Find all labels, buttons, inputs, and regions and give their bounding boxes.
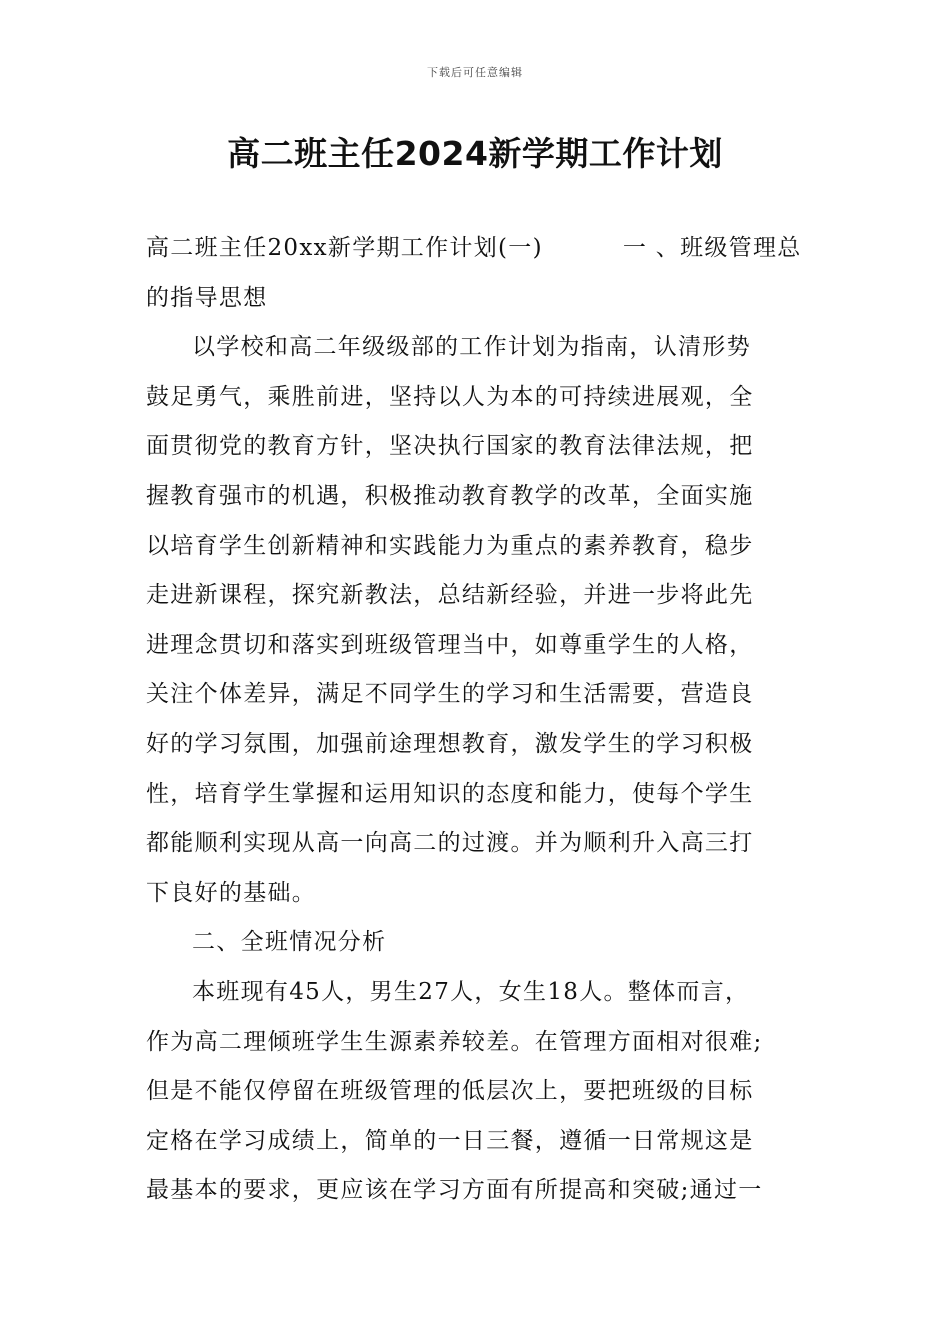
- paragraph-line: 握教育强市的机遇，积极推动教育教学的改革，全面实施: [146, 482, 754, 509]
- paragraph-line: 关注个体差异，满足不同学生的学习和生活需要，营造良: [146, 681, 754, 708]
- paragraph-line: 以学校和高二年级级部的工作计划为指南，认清形势: [192, 334, 751, 361]
- document-body: [146, 224, 806, 1216]
- paragraph-guiding-principle: [146, 323, 806, 918]
- paragraph-line: 最基本的要求，更应该在学习方面有所提高和突破;通过一: [146, 1177, 763, 1204]
- paragraph-line: 定格在学习成绩上，简单的一日三餐，遵循一日常规这是: [146, 1127, 754, 1154]
- intro-left-text: 高二班主任20xx新学期工作计划(一): [146, 235, 543, 261]
- intro-line-2: 的指导思想: [146, 284, 268, 311]
- intro-paragraph: [146, 224, 806, 323]
- intro-line-1: [146, 224, 806, 274]
- paragraph-line: 面贯彻党的教育方针，坚决执行国家的教育法律法规，把: [146, 433, 754, 460]
- section1-heading: 一 、班级管理总: [622, 235, 802, 261]
- paragraph-line: 都能顺利实现从高一向高二的过渡。并为顺利升入高三打: [146, 830, 754, 857]
- paragraph-line: 下良好的基础。: [146, 879, 317, 906]
- paragraph-line: 但是不能仅停留在班级管理的低层次上，要把班级的目标: [146, 1078, 754, 1105]
- header-note: 下载后可任意编辑: [427, 66, 523, 79]
- paragraph-line: 性，培育学生掌握和运用知识的态度和能力，使每个学生: [146, 780, 754, 807]
- section2-heading-paragraph: [146, 918, 806, 968]
- section2-heading: 二、全班情况分析: [192, 929, 387, 956]
- paragraph-line: 本班现有45人，男生27人，女生18人。整体而言，: [192, 978, 750, 1005]
- paragraph-line: 鼓足勇气，乘胜前进，坚持以人为本的可持续进展观，全: [146, 383, 754, 410]
- paragraph-line: 作为高二理倾班学生生源素养较差。在管理方面相对很难;: [146, 1028, 763, 1055]
- paragraph-line: 走进新课程，探究新教法，总结新经验，并进一步将此先: [146, 582, 754, 609]
- paragraph-class-analysis: [146, 968, 806, 1216]
- paragraph-line: 好的学习氛围，加强前途理想教育，激发学生的学习积极: [146, 730, 754, 757]
- paragraph-line: 以培育学生创新精神和实践能力为重点的素养教育，稳步: [146, 532, 754, 559]
- document-title: 高二班主任2024新学期工作计划: [227, 134, 723, 173]
- paragraph-line: 进理念贯切和落实到班级管理当中，如尊重学生的人格，: [146, 631, 754, 658]
